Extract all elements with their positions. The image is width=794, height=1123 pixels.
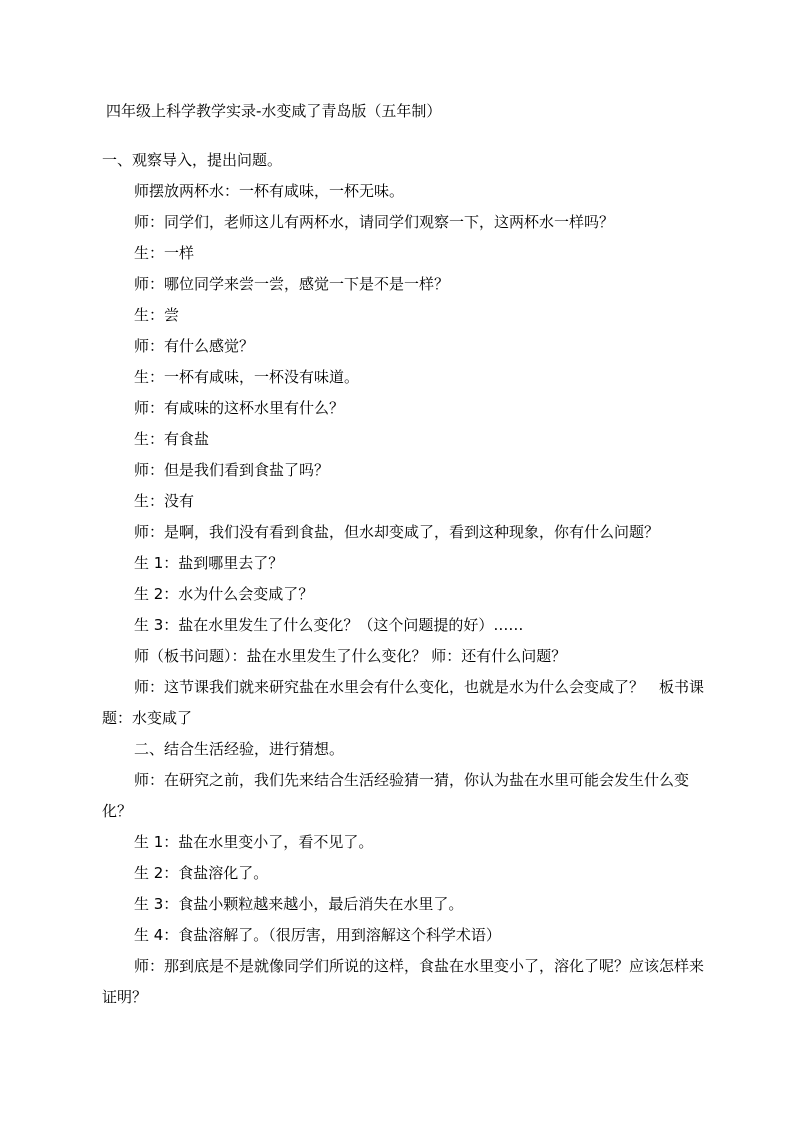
paragraph: 师：有什么感觉？: [134, 337, 255, 355]
paragraph: 师：同学们，老师这儿有两杯水，请同学们观察一下，这两杯水一样吗？: [134, 213, 615, 231]
paragraph: 生：尝: [134, 306, 180, 324]
paragraph: 生 1：盐到哪里去了？: [134, 554, 284, 572]
paragraph: 师：有咸味的这杯水里有什么？: [134, 399, 345, 417]
paragraph: 生：一样: [134, 244, 195, 262]
section-heading-1: 一、观察导入，提出问题。: [102, 151, 283, 169]
document-body: [102, 145, 712, 1013]
paragraph: 生 2：食盐溶化了。: [134, 864, 269, 882]
paragraph: 生 1：盐在水里变小了，看不见了。: [134, 833, 374, 851]
document-title: 四年级上科学教学实录-水变咸了青岛版（五年制）: [106, 102, 442, 120]
paragraph: 师：哪位同学来尝一尝，感觉一下是不是一样？: [134, 275, 450, 293]
paragraph: 生 2：水为什么会变咸了？: [134, 585, 314, 603]
paragraph: 师摆放两杯水：一杯有咸味，一杯无味。: [134, 182, 405, 200]
paragraph: 师：这节课我们就来研究盐在水里会有什么变化，也就是水为什么会变咸了？ 板书课题：水变咸了: [102, 678, 705, 727]
paragraph: 师：是啊，我们没有看到食盐，但水却变咸了，看到这种现象，你有什么问题？: [134, 523, 660, 541]
section-heading-2: 二、结合生活经验，进行猜想。: [134, 740, 345, 758]
paragraph: 师：那到底是不是就像同学们所说的这样，食盐在水里变小了，溶化了呢？应该怎样来证明？: [102, 957, 705, 1006]
paragraph: 生 4：食盐溶解了。（很厉害，用到溶解这个科学术语）: [134, 926, 501, 944]
paragraph: 生：没有: [134, 492, 195, 510]
paragraph: 生 3：盐在水里发生了什么变化？（这个问题提的好）……: [134, 616, 524, 634]
paragraph: 师：但是我们看到食盐了吗？: [134, 461, 330, 479]
paragraph: 生 3：食盐小颗粒越来越小，最后消失在水里了。: [134, 895, 464, 913]
paragraph: 生：一杯有咸味，一杯没有味道。: [134, 368, 360, 386]
paragraph: 师：在研究之前，我们先来结合生活经验猜一猜，你认为盐在水里可能会发生什么变化？: [102, 771, 690, 820]
paragraph: 师（板书问题）：盐在水里发生了什么变化？ 师：还有什么问题？: [134, 647, 567, 665]
paragraph: 生：有食盐: [134, 430, 210, 448]
